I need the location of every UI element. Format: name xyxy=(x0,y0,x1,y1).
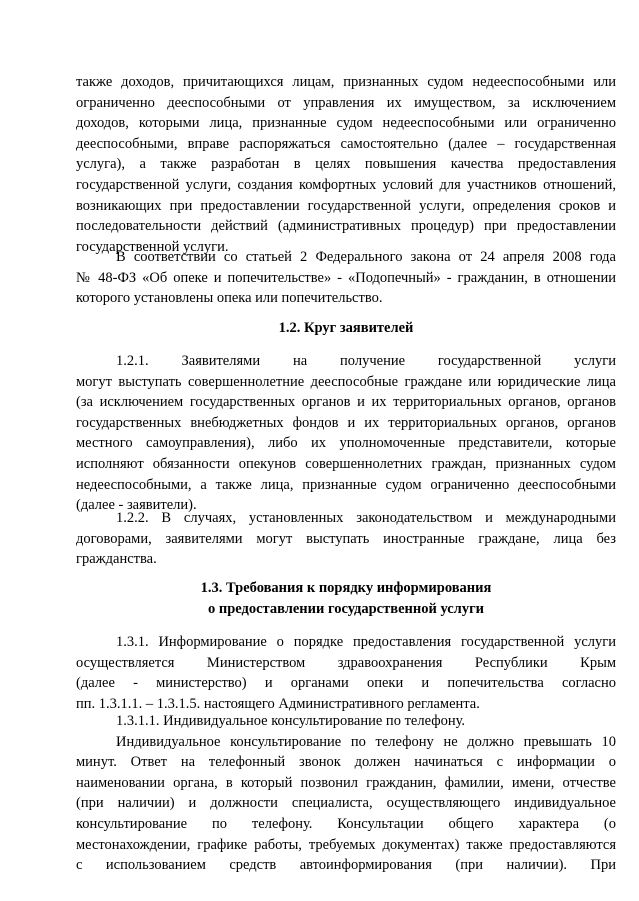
text-line: (за исключением государственных органов и их территориальных органов, органов xyxy=(76,394,616,411)
text-line: услуга), а также разработан в целях повышения качества предоставления xyxy=(76,156,616,173)
section-heading-line: 1.3. Требования к порядку информирования xyxy=(200,580,492,596)
text-line: местного самоуправления), либо их уполномоченные представители, которые xyxy=(76,435,616,452)
text-line: (при наличии) и должности специалиста, осуществляющего индивидуальное xyxy=(76,795,616,812)
text-line: могут выступать совершеннолетние дееспособные граждане или юридические лица xyxy=(76,373,616,390)
text-line: Индивидуальное консультирование по телефону не должно превышать 10 xyxy=(116,733,616,750)
text-line: 1.2.1. Заявителями на получение государственной услуги xyxy=(116,353,616,369)
text-line: гражданства. xyxy=(76,551,157,568)
section-heading-line: о предоставлении государственной услуги xyxy=(207,600,485,617)
paragraph-law xyxy=(76,247,616,309)
section-heading: 1.2. Круг заявителей xyxy=(278,320,414,336)
paragraph-1-2-2 xyxy=(76,508,616,570)
text-line: 1.3.1. Информирование о порядке предоставления государственной услуги xyxy=(116,634,616,650)
subsection-title: 1.3.1.1. Индивидуальное консультирование по телефону. xyxy=(116,713,466,729)
text-line: минут. Ответ на телефонный звонок должен начинаться с информации о xyxy=(76,754,616,771)
paragraph-1-3-1 xyxy=(76,632,616,714)
paragraph-1-3-1-1 xyxy=(76,711,616,876)
text-line: возникающих при предоставлении государственной услуги, определения сроков и xyxy=(76,197,616,214)
section-heading-1-3 xyxy=(76,578,616,619)
text-line: ограниченно дееспособными от управления их имуществом, за исключением xyxy=(76,94,616,111)
text-line: 1.2.2. В случаях, установленных законодательством и международными xyxy=(116,510,616,526)
text-line: с использованием средств автоинформирования (при наличии). При xyxy=(76,857,616,874)
text-line: консультирование по телефону. Консультации общего характера (о xyxy=(76,815,616,832)
text-line: государственных внебюджетных фондов и их территориальных органов, органов xyxy=(76,414,616,431)
text-line: (далее - министерство) и органами опеки и попечительства согласно xyxy=(76,675,616,692)
text-line: наименовании органа, в который позвонил гражданин, фамилии, имени, отчестве xyxy=(76,774,616,791)
text-line: пп. 1.3.1.1. – 1.3.1.5. настоящего Административного регламента. xyxy=(76,695,480,712)
text-line: государственной услуги, создания комфортных условий для участников отношений, xyxy=(76,176,616,193)
text-line: (далее - заявители). xyxy=(76,497,197,514)
text-line: дееспособными, вправе распоряжаться самостоятельно (далее – государственная xyxy=(76,135,616,152)
text-line: В соответствии со статьей 2 Федерального закона от 24 апреля 2008 года xyxy=(116,249,616,265)
text-line: местонахождении, графике работы, требуемых документах) также предоставляются xyxy=(76,836,616,853)
text-line: осуществляется Министерством здравоохранения Республики Крым xyxy=(76,654,616,671)
text-line: № 48-ФЗ «Об опеке и попечительстве» - «Подопечный» - гражданин, в отношении xyxy=(76,269,616,286)
text-line: доходов, которыми лица, признанные судом недееспособными или ограниченно xyxy=(76,115,616,132)
text-line: последовательности действий (административных процедур) при предоставлении xyxy=(76,218,616,235)
text-line: недееспособными, а также лица, признанные судом ограниченно дееспособными xyxy=(76,476,616,493)
text-line: также доходов, причитающихся лицам, признанных судом недееспособными или xyxy=(76,74,616,90)
text-line: государственной услуги. xyxy=(76,238,229,255)
paragraph-intro xyxy=(76,72,616,257)
text-line: исполняют обязанности опекунов совершеннолетних граждан, признанных судом xyxy=(76,455,616,472)
section-heading-1-2 xyxy=(76,318,616,339)
text-line: которого установлены опека или попечительство. xyxy=(76,290,383,307)
text-line: договорами, заявителями могут выступать иностранные граждане, лица без xyxy=(76,530,616,547)
paragraph-1-2-1 xyxy=(76,351,616,516)
